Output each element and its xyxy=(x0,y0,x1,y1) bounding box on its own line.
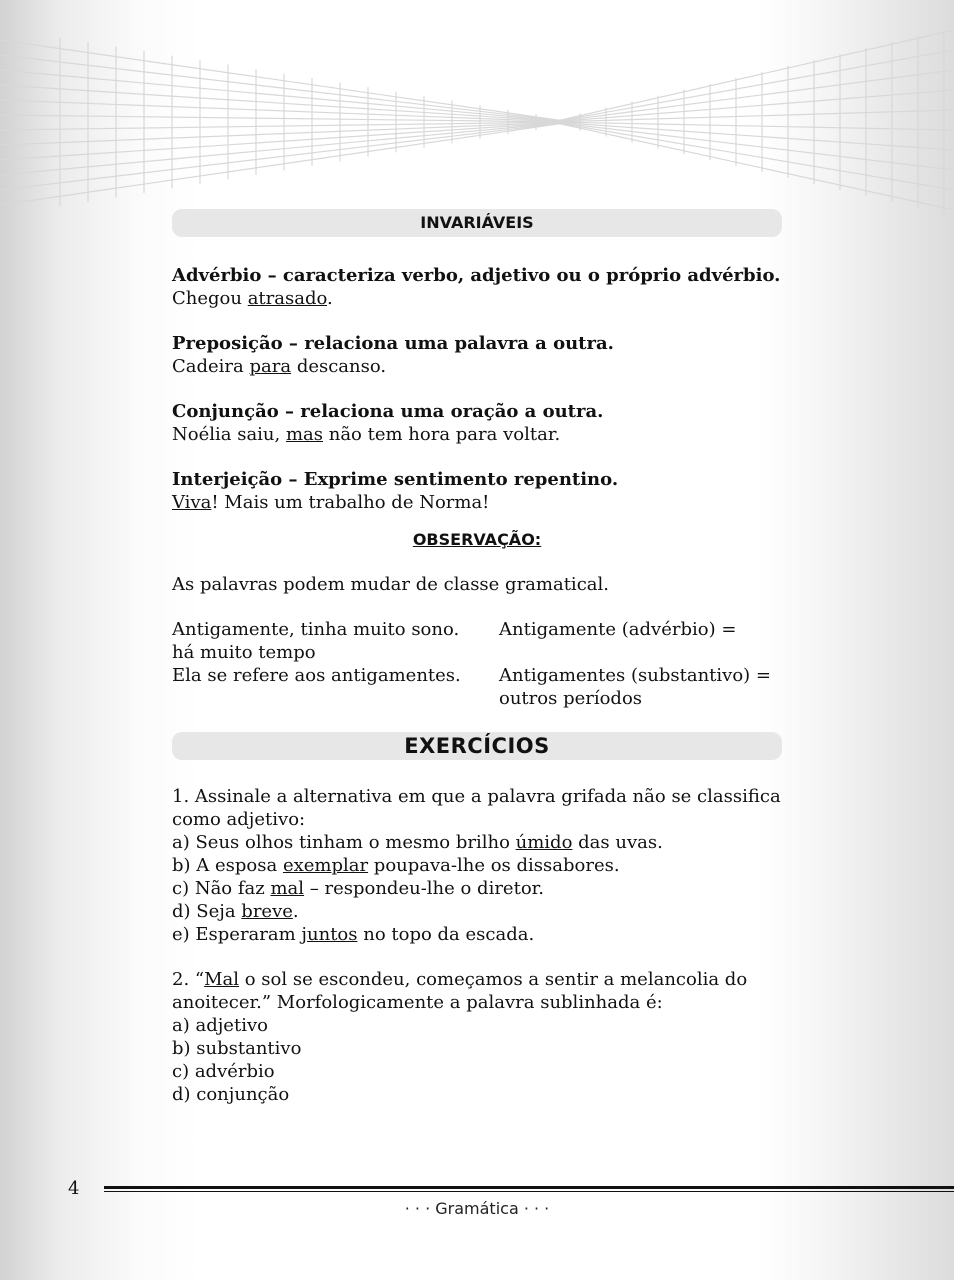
option: a) adjetivo xyxy=(172,1015,268,1036)
examples-table xyxy=(172,618,782,710)
page-content xyxy=(172,209,782,1128)
option: c) advérbio xyxy=(172,1061,275,1082)
section-header-invariaveis: INVARIÁVEIS xyxy=(172,209,782,237)
section-header-exercicios: EXERCÍCIOS xyxy=(172,732,782,760)
option: d) Seja breve. xyxy=(172,901,299,922)
example-row-continuation: outros períodos xyxy=(499,688,643,709)
word-class-item xyxy=(172,468,782,514)
example: Noélia saiu, mas não tem hora para voltar. xyxy=(172,424,561,445)
page-number: 4 xyxy=(68,1178,80,1199)
option: d) conjunção xyxy=(172,1084,290,1105)
option: e) Esperaram juntos no topo da escada. xyxy=(172,924,535,945)
word-class-item xyxy=(172,332,782,378)
footer-rule xyxy=(104,1186,954,1189)
option: b) substantivo xyxy=(172,1038,302,1059)
example: Cadeira para descanso. xyxy=(172,356,387,377)
example: Viva! Mais um trabalho de Norma! xyxy=(172,492,490,513)
footer-rule-thin xyxy=(104,1191,954,1192)
definition: Advérbio – caracteriza verbo, adjetivo ou o próprio advérbio. xyxy=(172,265,781,286)
word-class-item xyxy=(172,400,782,446)
example-row: Ela se refere aos antigamentes. Antigamentes (substantivo) = xyxy=(172,665,771,686)
option: a) Seus olhos tinham o mesmo brilho úmido das uvas. xyxy=(172,832,663,853)
observacao-title: OBSERVAÇÃO: xyxy=(412,530,542,549)
observacao-text: As palavras podem mudar de classe gramatical. xyxy=(172,574,609,595)
definition: Preposição – relaciona uma palavra a outra. xyxy=(172,333,614,354)
example-row: Antigamente, tinha muito sono. Antigamente (advérbio) = xyxy=(172,619,737,640)
example-row-continuation: há muito tempo xyxy=(172,642,316,663)
question-2: 2. “Mal o sol se escondeu, começamos a sentir a melancolia do anoitecer.” Morfologicamente a palavra sublinhada é: a) adjetivo b) substantivo c) advérbio d) conjunção xyxy=(172,968,782,1106)
definition: Interjeição – Exprime sentimento repentino. xyxy=(172,469,619,490)
option: b) A esposa exemplar poupava-lhe os dissabores. xyxy=(172,855,620,876)
example: Chegou atrasado. xyxy=(172,288,333,309)
definition: Conjunção – relaciona uma oração a outra. xyxy=(172,401,604,422)
footer-title: · · · Gramática · · · xyxy=(404,1199,550,1218)
header-grid-decoration xyxy=(0,0,954,240)
word-class-item xyxy=(172,264,782,310)
question-1: 1. Assinale a alternativa em que a palavra grifada não se classifica como adjetivo: a) Seus olhos tinham o mesmo brilho úmido das uvas. b) A esposa exemplar poupava-lhe os dissabores. c) Não faz mal – respondeu-lhe o diretor. d) Seja breve. e) Esperaram juntos no topo da escada. xyxy=(172,786,781,945)
option: c) Não faz mal – respondeu-lhe o diretor. xyxy=(172,878,545,899)
